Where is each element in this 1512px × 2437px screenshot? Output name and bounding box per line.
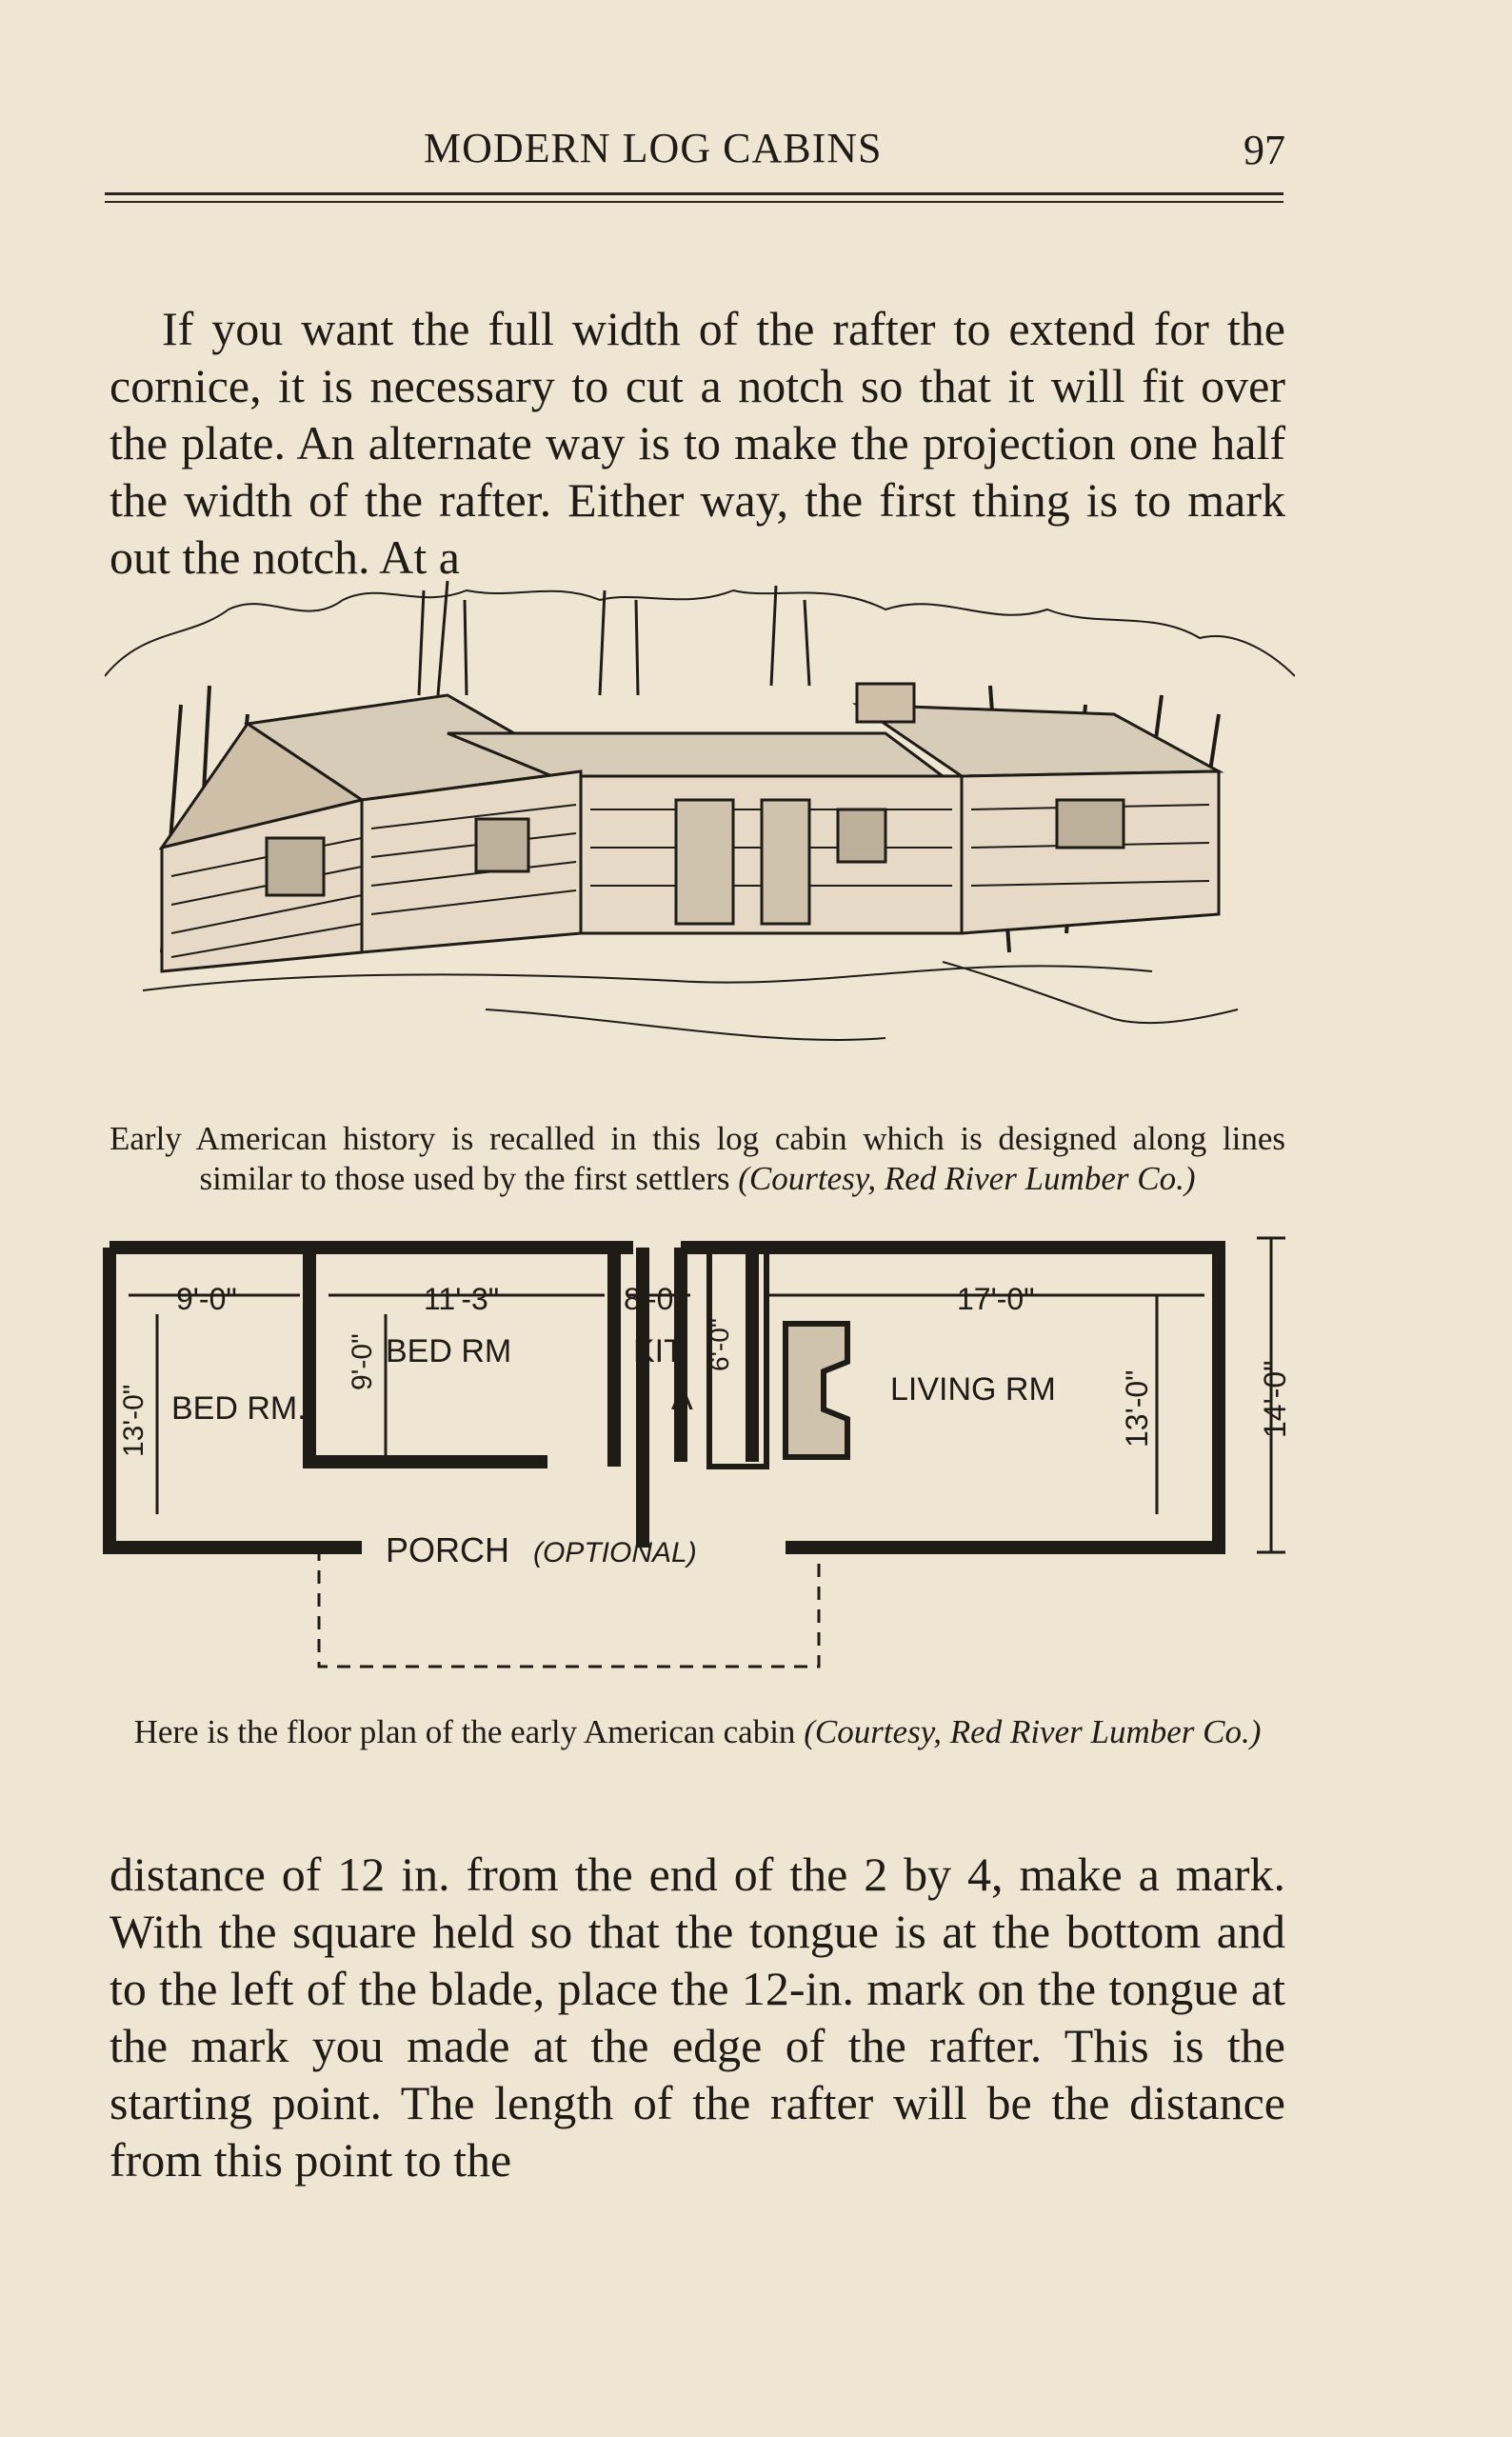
floor-plan bbox=[100, 1228, 1319, 1676]
dim-8-0: 8'-0" bbox=[624, 1282, 685, 1316]
header-rule bbox=[105, 201, 1283, 203]
figure-1-credit: (Courtesy, Red River Lumber Co.) bbox=[738, 1160, 1196, 1197]
header-rule bbox=[105, 192, 1283, 195]
page-number: 97 bbox=[1243, 127, 1285, 173]
figure-1-caption bbox=[109, 1119, 1285, 1199]
dim-14-0: 14'-0" bbox=[1258, 1360, 1292, 1438]
dim-11-3: 11'-3" bbox=[424, 1282, 500, 1316]
running-head: MODERN LOG CABINS bbox=[424, 125, 883, 171]
bed-rm-1-label: BED RM. bbox=[171, 1390, 307, 1427]
figure-2-caption bbox=[109, 1712, 1285, 1752]
a-label: A bbox=[671, 1381, 693, 1417]
page-header bbox=[105, 124, 1285, 181]
dim-13-0-right: 13'-0" bbox=[1120, 1369, 1154, 1448]
kit-label: KIT. bbox=[633, 1333, 689, 1369]
dim-6-0: 6'-0" bbox=[705, 1318, 734, 1371]
figure-1-caption-text: Early American history is recalled in this log cabin which is designed along lines similar to those used by the first settlers bbox=[109, 1120, 1285, 1197]
bed-rm-2-label: BED RM bbox=[386, 1333, 512, 1369]
optional-label: (OPTIONAL) bbox=[533, 1537, 697, 1568]
dim-17-0: 17'-0" bbox=[957, 1282, 1035, 1316]
body-paragraph-2: distance of 12 in. from the end of the 2 by 4, make a mark. With the square held so that the tongue is at the bottom and to the left of the blade, place the 12-in. mark on the tongue at the mark you made at the edge of the rafter. This is the starting point. The length of the rafter will be the distance from this point to the bbox=[109, 1848, 1285, 2187]
figure-2-caption-text: Here is the floor plan of the early American cabin bbox=[133, 1713, 796, 1750]
body-paragraph-1: If you want the full width of the rafter to extend for the cornice, it is necessary to cut a notch so that it will fit over the plate. An alternate way is to make the projection one half the width of the rafter. Either way, the first thing is to mark out the notch. At a bbox=[109, 302, 1285, 584]
dim-13-0-left: 13'-0" bbox=[118, 1384, 149, 1457]
figure-2-credit: (Courtesy, Red River Lumber Co.) bbox=[804, 1713, 1262, 1750]
dim-9-0-vert: 9'-0" bbox=[347, 1333, 378, 1390]
porch-label: PORCH bbox=[386, 1530, 510, 1569]
dim-9-0: 9'-0" bbox=[176, 1282, 237, 1316]
cabin-illustration bbox=[105, 571, 1295, 1076]
living-rm-label: LIVING RM bbox=[890, 1371, 1056, 1408]
